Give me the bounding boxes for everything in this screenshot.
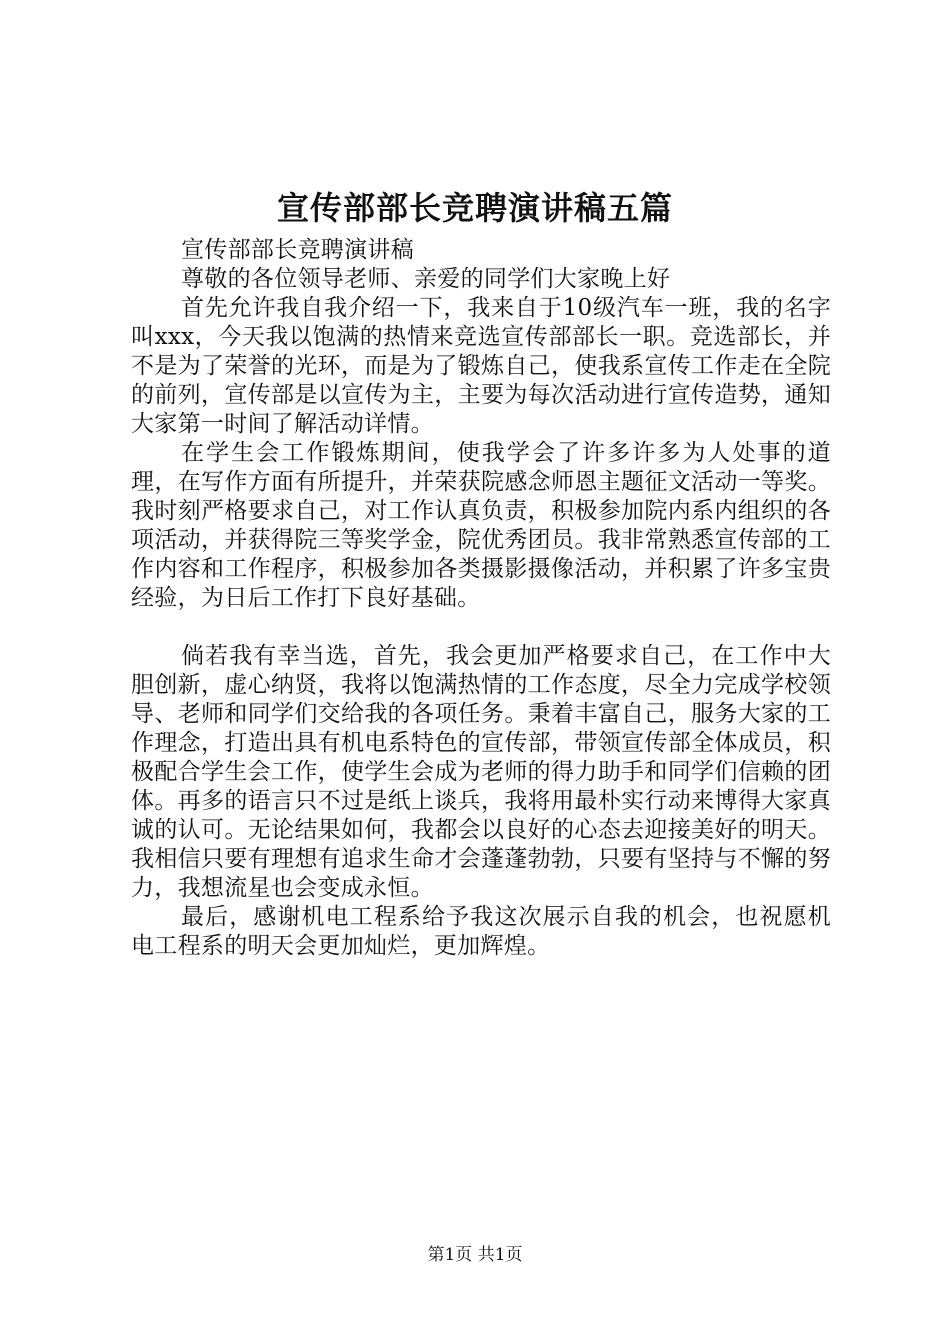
paragraph-heading: 宣传部部长竞聘演讲稿 bbox=[181, 237, 414, 263]
document-body bbox=[131, 236, 831, 961]
document-title: 宣传部部长竞聘演讲稿五篇 bbox=[276, 189, 673, 227]
paragraph-closing: 最后，感谢机电工程系给予我这次展示自我的机会，也祝愿机电工程系的明天会更加灿烂，更加辉煌。 bbox=[131, 904, 831, 959]
paragraph-experience: 在学生会工作锻炼期间，使我学会了许多许多为人处事的道理，在写作方面有所提升，并荣获院感念师恩主题征文活动一等奖。我时刻严格要求自己，对工作认真负责，积极参加院内系内组织的各项活动，并获得院三等奖学金，院优秀团员。我非常熟悉宣传部的工作内容和工作程序，积极参加各类摄影摄像活动，并积累了许多宝贵经验，为日后工作打下良好基础。 bbox=[131, 440, 831, 611]
page-number-footer: 第1页 共1页 bbox=[427, 1245, 523, 1265]
paragraph-salutation: 尊敬的各位领导老师、亲爱的同学们大家晚上好 bbox=[181, 266, 671, 292]
paragraph-plans: 倘若我有幸当选，首先，我会更加严格要求自己，在工作中大胆创新，虚心纳贤，我将以饱满热情的工作态度，尽全力完成学校领导、老师和同学们交给我的各项任务。秉着丰富自己，服务大家的工作理念，打造出具有机电系特色的宣传部，带领宣传部全体成员，积极配合学生会工作，使学生会成为老师的得力助手和同学们信赖的团体。再多的语言只不过是纸上谈兵，我将用最朴实行动来博得大家真诚的认可。无论结果如何，我都会以良好的心态去迎接美好的明天。我相信只要有理想有追求生命才会蓬蓬勃勃，只要有坚持与不懈的努力，我想流星也会变成永恒。 bbox=[131, 643, 831, 901]
paragraph-introduction: 首先允许我自我介绍一下，我来自于10级汽车一班，我的名字叫xxx，今天我以饱满的热情来竞选宣传部部长一职。竞选部长，并不是为了荣誉的光环，而是为了锻炼自己，使我系宣传工作走在全院的前列，宣传部是以宣传为主，主要为每次活动进行宣传造势，通知大家第一时间了解活动详情。 bbox=[131, 295, 831, 437]
